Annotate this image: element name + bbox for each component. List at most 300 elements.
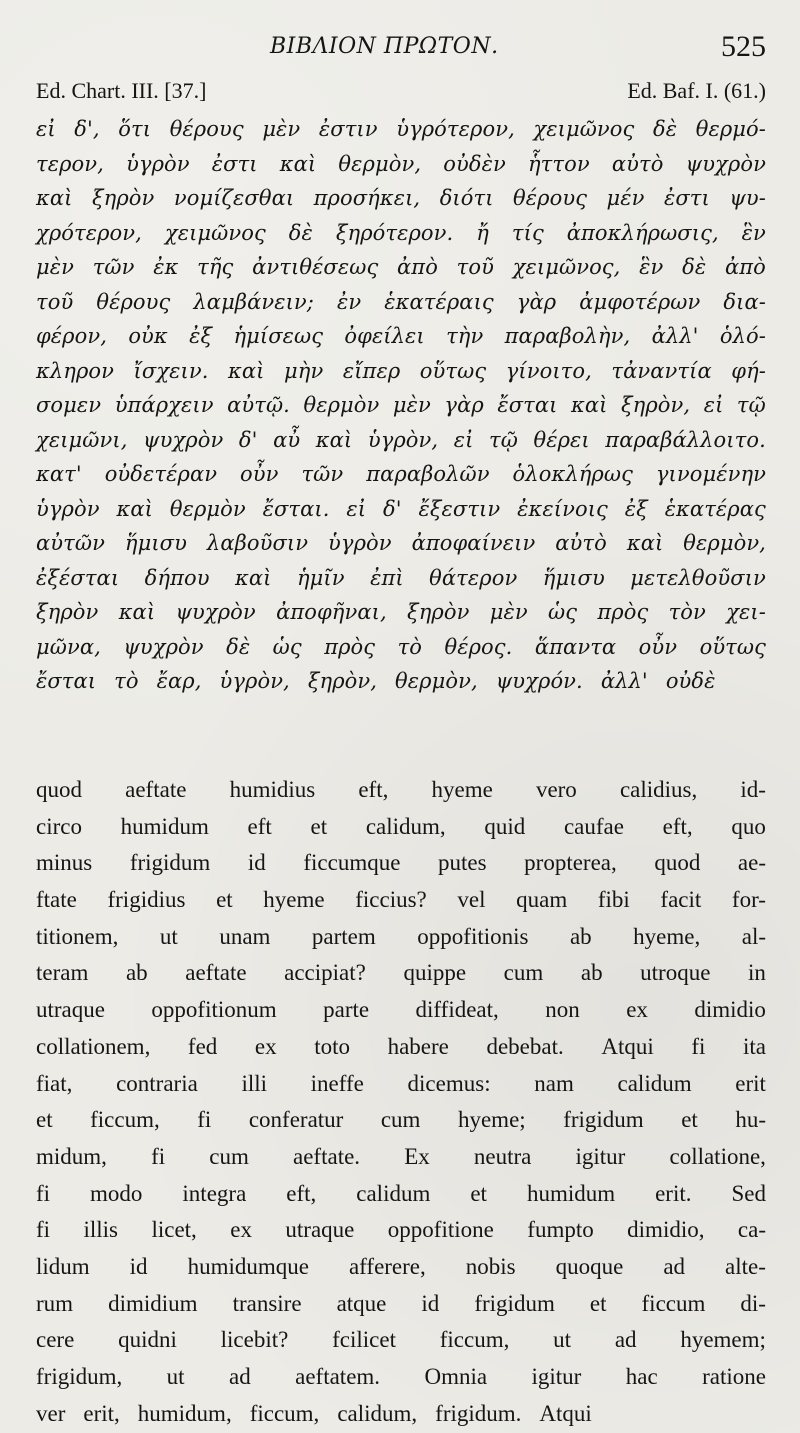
text-word: καὶ: [279, 151, 317, 176]
text-word: εἰ: [346, 496, 367, 521]
text-word: μὴν: [284, 358, 324, 383]
text-word: θέρους: [169, 117, 244, 141]
text-word: ἡμῖν: [296, 565, 345, 590]
text-word: Sed: [731, 1180, 766, 1206]
latin-text-line: [36, 919, 766, 956]
text-word: θερμὸν: [303, 393, 380, 417]
text-word: cum: [503, 960, 544, 986]
text-word: θάτερον: [429, 565, 518, 590]
text-word: τὸν: [668, 600, 706, 624]
text-word: ξηρὸν,: [307, 669, 378, 693]
text-word: ὑγρότερον,: [396, 117, 515, 141]
text-word: ficcius?: [355, 887, 427, 913]
greek-text-line: [36, 181, 766, 216]
text-word: frigidius: [107, 887, 186, 913]
text-word: aeftatem.: [295, 1364, 381, 1389]
text-word: ἐν: [336, 289, 362, 314]
text-word: ἀπὸ: [724, 255, 766, 279]
text-word: χειμῶνος,: [512, 255, 621, 279]
text-word: ftate: [36, 887, 77, 913]
text-word: τῆς: [197, 255, 234, 279]
text-word: φέρον,: [36, 324, 108, 348]
text-word: cere: [36, 1327, 75, 1353]
text-word: dicemus:: [407, 1070, 491, 1096]
text-word: for-: [731, 887, 766, 913]
text-word: hyeme: [263, 887, 325, 913]
text-word: neutra: [473, 1143, 532, 1169]
text-word: frigidum: [474, 1290, 555, 1316]
text-word: παραβάλλοιτο.: [605, 427, 766, 452]
text-word: et: [310, 813, 328, 839]
text-word: δ': [238, 427, 258, 452]
text-word: dimidio: [694, 997, 766, 1023]
text-word: τὴν: [446, 324, 484, 348]
text-word: ae-: [737, 850, 766, 876]
text-word: ἀπὸ: [397, 255, 438, 279]
text-word: ἡμίσεως: [233, 324, 324, 348]
text-word: ab: [125, 960, 148, 986]
text-word: nam: [534, 1070, 574, 1096]
text-word: eft: [247, 813, 272, 839]
text-word: cum: [380, 1107, 421, 1133]
text-word: παραβολῶν: [366, 462, 490, 486]
text-word: fi: [36, 1180, 51, 1206]
text-word: calidum: [617, 1070, 692, 1096]
text-word: humidumque: [187, 1253, 309, 1279]
text-word: igitur: [575, 1143, 626, 1169]
text-word: καὶ: [235, 565, 272, 590]
text-word: ψυχρὸν: [175, 600, 256, 624]
text-word: χει-: [726, 600, 766, 624]
text-word: id-: [740, 777, 766, 802]
text-word: id: [247, 850, 266, 876]
edition-reference-line: [36, 78, 766, 108]
text-word: partem: [311, 923, 376, 949]
text-word: ut: [553, 1327, 572, 1353]
text-word: ἐστι: [211, 151, 258, 176]
text-word: ἀποκλήρωσις,: [566, 220, 719, 245]
text-word: ὅτι: [118, 117, 152, 141]
text-word: ἀλλ': [651, 324, 699, 348]
greek-text-line: [36, 423, 766, 458]
edition-right: Ed. Baf. I. (61.): [627, 78, 766, 103]
text-word: τίς: [511, 220, 544, 245]
text-word: ψυχρὸν: [123, 634, 204, 659]
text-word: ψυ-: [729, 186, 766, 210]
text-word: hu-: [735, 1107, 766, 1133]
text-word: humidum,: [137, 1400, 232, 1426]
text-word: debebat.: [486, 1033, 564, 1059]
text-word: al-: [741, 923, 766, 949]
text-word: fcilicet: [332, 1327, 396, 1353]
text-word: ἀποφῆναι,: [276, 600, 387, 624]
text-word: ὑγρὸν: [36, 496, 100, 521]
text-word: ξηρότερον.: [335, 220, 454, 245]
text-word: ἤ: [476, 220, 489, 245]
text-word: καὶ: [118, 600, 156, 624]
text-word: frigidum.: [435, 1400, 522, 1426]
text-word: collatione,: [669, 1143, 766, 1169]
text-word: ex: [230, 1217, 252, 1243]
text-word: σομεν: [36, 393, 102, 417]
text-word: χειμῶνος: [164, 220, 266, 245]
text-word: ἅπαντα: [534, 634, 617, 659]
text-word: calidum: [356, 1180, 431, 1206]
text-word: αὐτὸ: [555, 531, 607, 555]
text-word: afferere,: [348, 1253, 426, 1279]
text-word: τερον,: [36, 151, 104, 176]
text-word: οὕτως: [699, 634, 766, 659]
text-word: caufae: [563, 813, 624, 839]
text-word: dimidio,: [627, 1217, 705, 1243]
latin-text-line: [36, 1176, 766, 1213]
text-word: ἔσται: [36, 669, 97, 693]
text-word: γὰρ: [444, 393, 484, 417]
greek-text-line: [36, 492, 766, 527]
text-word: utraque: [36, 997, 105, 1023]
text-word: καὶ: [36, 186, 73, 210]
text-word: quoque: [555, 1253, 624, 1279]
text-word: τῶν: [92, 255, 135, 279]
text-word: ἐξ: [189, 324, 213, 348]
text-word: hyeme,: [633, 923, 701, 949]
text-word: ex: [254, 1033, 277, 1059]
latin-text-line: [36, 1212, 766, 1249]
text-word: ad: [614, 1327, 637, 1353]
text-word: ἐπὶ: [370, 565, 404, 590]
text-word: humidum: [120, 813, 209, 839]
text-word: χρότερον,: [36, 220, 142, 245]
text-word: hac: [625, 1364, 658, 1389]
text-word: id: [129, 1253, 148, 1279]
greek-text-line: [36, 664, 766, 699]
text-word: τὸ: [114, 669, 139, 693]
text-word: hyeme;: [457, 1107, 526, 1133]
text-word: ἓν: [639, 255, 664, 279]
text-word: erit: [735, 1070, 766, 1096]
text-word: μῶνα,: [36, 634, 101, 659]
text-word: μὲν: [36, 255, 74, 279]
text-word: οὖν: [240, 462, 279, 486]
text-word: ca-: [737, 1217, 766, 1243]
text-word: facit: [660, 887, 702, 913]
text-word: habere: [387, 1033, 449, 1059]
text-word: ὁλό-: [719, 324, 766, 348]
text-word: πρὸς: [597, 600, 649, 624]
text-word: καὶ: [626, 531, 664, 555]
text-word: et: [589, 1290, 607, 1316]
greek-text-line: [36, 630, 766, 665]
text-word: frigidum: [563, 1107, 644, 1133]
text-word: aeftate: [125, 777, 187, 802]
text-word: ἐκ: [153, 255, 179, 279]
text-word: fi: [197, 1107, 212, 1133]
text-word: ὑγρὸν: [126, 151, 190, 176]
text-word: ὑγρὸν,: [219, 669, 290, 693]
text-word: ἀλλ': [600, 669, 648, 693]
text-word: calidius,: [619, 777, 698, 802]
text-word: ψυχρὸν: [685, 151, 766, 176]
latin-text-line: [36, 809, 766, 846]
text-word: transire: [232, 1290, 302, 1316]
text-word: conferatur: [248, 1107, 344, 1133]
text-word: humidum: [526, 1180, 616, 1206]
text-word: ξηρὸν: [36, 600, 99, 624]
text-word: fi: [151, 1143, 166, 1169]
text-word: νομίζεσθαι: [173, 186, 295, 210]
text-word: Omnia: [424, 1364, 488, 1389]
text-word: quidni: [118, 1327, 177, 1353]
text-word: δὲ: [682, 255, 707, 279]
text-word: ἥμισυ: [542, 565, 605, 590]
text-word: eft,: [358, 777, 389, 802]
text-word: toto: [314, 1033, 350, 1059]
text-word: ψυχρόν.: [495, 669, 583, 693]
text-word: ἐστιν: [318, 117, 378, 141]
text-word: δὲ: [226, 634, 251, 659]
greek-text-line: [36, 526, 766, 561]
text-word: Atqui: [539, 1400, 592, 1426]
text-word: integra: [182, 1180, 247, 1206]
text-word: quippe: [403, 960, 467, 986]
text-word: τὸ: [397, 634, 423, 659]
text-word: δ': [383, 496, 402, 521]
latin-text-line: [36, 1359, 766, 1396]
text-word: διότι: [439, 186, 494, 210]
text-word: erit,: [83, 1400, 120, 1426]
text-word: ξηρὸν,: [621, 393, 691, 417]
latin-text-line: [36, 1102, 766, 1139]
text-word: αὐτῷ.: [227, 393, 290, 417]
text-word: oppofitionum: [151, 997, 277, 1023]
text-word: τἀναντία: [611, 358, 712, 383]
text-word: οὐδετέραν: [104, 462, 218, 486]
text-word: oppofitione: [387, 1217, 494, 1243]
text-word: cum: [209, 1143, 249, 1169]
text-word: fiat,: [36, 1070, 73, 1096]
greek-text-line: [36, 457, 766, 492]
greek-text-line: [36, 250, 766, 285]
text-word: diffideat,: [415, 997, 499, 1023]
text-word: illi: [241, 1070, 268, 1096]
text-word: ad: [663, 1253, 686, 1279]
greek-text-line: [36, 319, 766, 354]
latin-text-line: [36, 1322, 766, 1359]
greek-text-line: [36, 216, 766, 251]
text-word: ad: [228, 1364, 251, 1389]
greek-text-line: [36, 354, 766, 389]
text-word: οὐδὲ: [665, 669, 716, 693]
text-word: ἐξέσται: [36, 565, 120, 590]
text-word: Atqui: [601, 1033, 654, 1059]
text-word: γὰρ: [516, 289, 557, 314]
greek-text-line: [36, 595, 766, 630]
text-word: accipiat?: [284, 960, 366, 986]
text-word: θερμὸν,: [338, 151, 422, 176]
text-word: hyemem;: [680, 1327, 766, 1353]
text-word: αὖ: [273, 427, 301, 452]
text-word: calidum,: [337, 1400, 418, 1426]
text-word: lidum: [36, 1253, 90, 1279]
text-word: eft,: [286, 1180, 317, 1206]
text-word: frigidum,: [36, 1364, 123, 1389]
text-word: ἥμισυ: [124, 531, 187, 555]
text-word: unam: [219, 923, 271, 949]
text-word: fi: [36, 1217, 51, 1243]
text-word: οὖν: [638, 634, 678, 659]
text-word: λαμβάνειν;: [193, 289, 314, 314]
page-number: 525: [721, 30, 766, 63]
text-word: id: [421, 1290, 440, 1316]
text-word: θέρους: [96, 289, 171, 314]
text-word: circo: [36, 813, 82, 839]
text-word: frigidum: [129, 850, 211, 876]
text-word: contraria: [116, 1070, 198, 1096]
text-word: propterea,: [524, 850, 617, 876]
text-word: ὑγρὸν,: [367, 427, 439, 452]
text-word: θέρους: [513, 186, 588, 210]
text-word: καὶ: [228, 358, 265, 383]
text-word: ἐστι: [663, 186, 710, 210]
text-word: ficcum,: [439, 1327, 510, 1353]
text-word: δ',: [74, 117, 100, 141]
text-word: aeftate: [185, 960, 247, 986]
text-word: Ex: [404, 1143, 430, 1169]
text-word: παραβολὴν,: [504, 324, 631, 348]
text-word: αὐτὸ: [611, 151, 664, 176]
text-word: ἔαρ,: [156, 669, 202, 693]
text-word: ἓν: [741, 220, 766, 245]
latin-text-line: [36, 992, 766, 1029]
text-word: dimidium: [108, 1290, 198, 1316]
text-word: rum: [36, 1290, 74, 1316]
text-word: vero: [535, 777, 577, 802]
text-word: ficcum: [641, 1290, 706, 1316]
text-word: δὲ: [653, 117, 678, 141]
text-word: καὶ: [315, 427, 353, 452]
text-word: ἑκατέρας: [664, 496, 766, 521]
text-word: ἀποφαίνειν: [411, 531, 536, 555]
text-word: ficcum,: [249, 1400, 320, 1426]
text-word: λαβοῦσιν: [206, 531, 309, 555]
text-word: igitur: [531, 1364, 582, 1389]
text-word: oppofitionis: [417, 923, 529, 949]
text-word: οὐκ: [128, 324, 168, 348]
text-word: χειμῶνος: [533, 117, 635, 141]
text-word: κατ': [36, 462, 82, 486]
text-word: κληρον: [36, 358, 115, 383]
text-word: φή-: [731, 358, 766, 383]
text-word: utroque: [640, 960, 711, 986]
greek-text-block: [36, 112, 766, 699]
edition-left: Ed. Chart. III. [37.]: [36, 78, 207, 103]
text-word: ὑγρὸν: [328, 531, 392, 555]
text-word: parte: [323, 997, 370, 1023]
text-word: et: [681, 1107, 698, 1133]
text-word: minus: [36, 850, 93, 876]
text-word: calidum,: [365, 813, 446, 839]
text-word: αὐτῶν: [36, 531, 105, 555]
text-word: humidius: [229, 777, 316, 802]
greek-text-line: [36, 388, 766, 423]
text-word: in: [748, 960, 766, 986]
text-word: ita: [742, 1033, 766, 1059]
text-word: ex: [626, 997, 648, 1023]
text-word: οὕτως: [419, 358, 487, 383]
text-word: ver: [36, 1400, 66, 1426]
text-word: fed: [187, 1033, 218, 1059]
text-word: illis: [83, 1217, 119, 1243]
latin-text-line: [36, 1066, 766, 1103]
text-word: quod: [654, 850, 701, 876]
text-word: τοῦ: [456, 255, 494, 279]
text-word: ἀμφοτέρων: [579, 289, 701, 314]
latin-text-line: [36, 1286, 766, 1323]
text-word: ξηρὸν: [407, 600, 470, 624]
text-word: θερμὸν,: [395, 669, 478, 693]
greek-text-line: [36, 112, 766, 147]
text-word: erit.: [655, 1180, 692, 1206]
text-word: ficcum,: [90, 1107, 160, 1133]
text-word: χειμῶνι,: [36, 427, 128, 452]
text-word: εἰ: [453, 427, 474, 452]
text-word: θερμὸν: [169, 496, 246, 521]
text-word: ὑπάρχειν: [114, 393, 214, 417]
text-word: ἐξ: [624, 496, 648, 521]
text-word: ἴσχειν.: [133, 358, 209, 383]
text-word: fibi: [597, 887, 630, 913]
text-word: γινομένην: [655, 462, 766, 486]
text-word: atque: [336, 1290, 387, 1316]
text-word: aeftate.: [293, 1143, 361, 1169]
text-word: ab: [580, 960, 603, 986]
text-word: δὲ: [288, 220, 313, 245]
text-word: non: [545, 997, 580, 1023]
text-word: utraque: [285, 1217, 355, 1243]
text-word: ὡς: [272, 634, 302, 659]
text-word: ξηρὸν: [91, 186, 155, 210]
text-word: fumpto: [527, 1217, 594, 1243]
text-word: hyeme: [431, 777, 493, 802]
text-word: μέν: [606, 186, 645, 210]
latin-text-line: [36, 1249, 766, 1286]
text-word: ἑκατέραις: [384, 289, 494, 314]
text-word: modo: [90, 1180, 143, 1206]
greek-text-line: [36, 285, 766, 320]
text-word: ut: [166, 1364, 185, 1389]
text-word: τῶν: [301, 462, 344, 486]
text-word: ab: [569, 923, 592, 949]
text-word: ficcumque: [303, 850, 401, 876]
running-head: [0, 30, 800, 70]
latin-text-block: [36, 772, 766, 1432]
text-word: γίνοιτο,: [505, 358, 592, 383]
text-word: teram: [36, 960, 89, 986]
text-word: τῷ: [736, 393, 766, 417]
text-word: εἰ: [36, 117, 56, 141]
greek-text-line: [36, 561, 766, 596]
text-word: καὶ: [570, 393, 608, 417]
latin-text-line: [36, 882, 766, 919]
text-word: vel: [457, 887, 486, 913]
text-word: di-: [740, 1290, 766, 1316]
text-word: μὲν: [392, 393, 431, 417]
text-word: quod: [36, 777, 82, 802]
text-word: ἔξεστιν: [418, 496, 501, 521]
text-word: titionem,: [36, 923, 119, 949]
text-word: ἧττον: [528, 151, 590, 176]
text-word: licebit?: [220, 1327, 289, 1353]
